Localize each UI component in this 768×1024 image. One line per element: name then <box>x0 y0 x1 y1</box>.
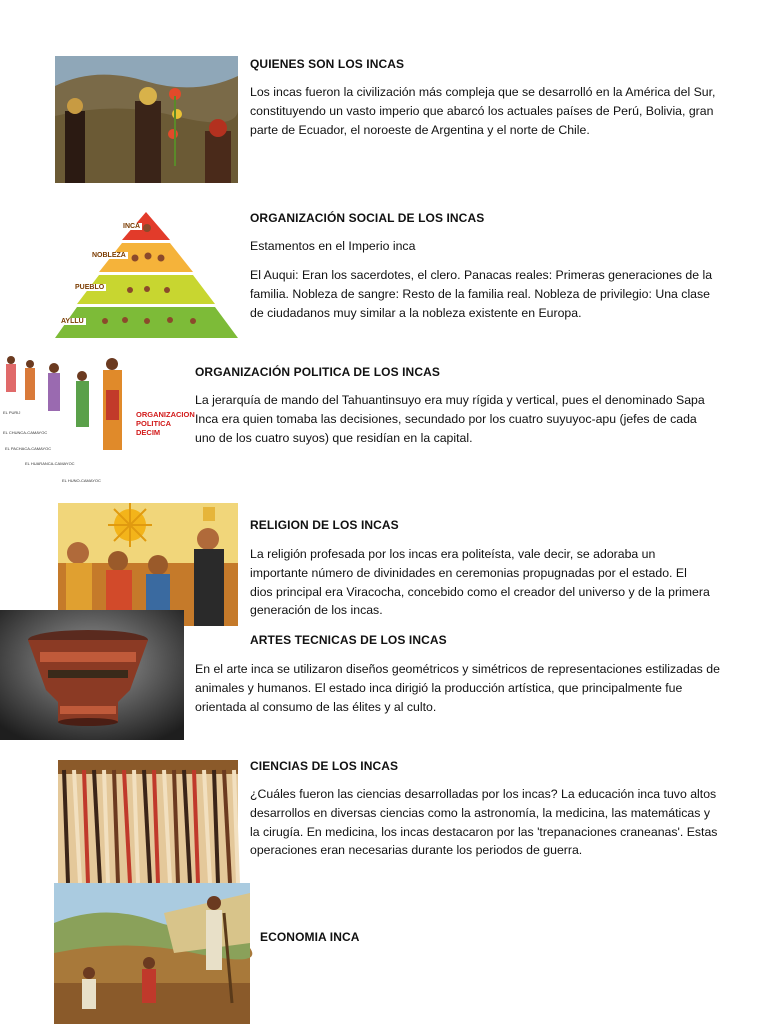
section-text-ciencias: ¿Cuáles fueron las ciencias desarrolladas por los incas? La educación inca tuvo altos desarrollos en diversas ciencias como la astronomía, la medicina, las matemáticas y la cirugía. En medicina, los incas destacaron por las 'trepanaciones craneanas'. Estas operaciones eran necesarias durante los periodos de guerra. <box>250 787 718 858</box>
section-title-economia: ECONOMIA INCA <box>260 930 360 944</box>
pyramid-label-pueblo: PUEBLO <box>75 284 105 291</box>
section-subtitle-social: Estamentos en el Imperio inca <box>250 239 416 253</box>
section-title-quienes: QUIENES SON LOS INCAS <box>250 57 405 71</box>
hierarchy-label-2: EL CHUNCA-CAMAYOC <box>3 430 48 435</box>
section-text-politica: La jerarquía de mando del Tahuantinsuyo era muy rígida y vertical, pues el denominado Sapa Inca era quien tomaba las decisiones, secundado por los cuatro suyuyoc-apu (jefes de cada uno de los cuatro suyos) que residían en la capital. <box>195 393 705 445</box>
inca-vessel-photo <box>0 610 184 740</box>
pyramid-label-nobleza: NOBLEZA <box>92 252 126 259</box>
section-title-ciencias: CIENCIAS DE LOS INCAS <box>250 759 399 773</box>
hierarchy-label-1: EL PURIJ <box>3 410 21 415</box>
political-hierarchy-image <box>0 350 195 488</box>
section-text-quienes: Los incas fueron la civilización más compleja que se desarrolló en la América del Sur, constituyendo un vasto imperio que abarcó los actuales países de Perú, Bolivia, gran parte de Ecuador, el noroeste de Argentina y el norte de Chile. <box>250 85 716 137</box>
pyramid-label-inca: INCA <box>123 223 141 230</box>
section-text-social: El Auqui: Eran los sacerdotes, el clero. Panacas reales: Primeras generaciones de la familia. Nobleza de sangre: Resto de la familia real. Nobleza de privilegio: Una clase de ciudadanos muy similar a la nobleza existente en Europa. <box>250 268 713 320</box>
political-image-caption: ORGANIZACION POLITICA DECIM <box>136 410 195 437</box>
pyramid-label-ayllu: AYLLU <box>61 318 84 325</box>
hierarchy-label-3: EL PACHACA-CAMAYOC <box>5 446 52 451</box>
inca-ceremony-photo <box>55 56 238 183</box>
religion-illustration <box>58 503 238 626</box>
hierarchy-label-5: EL HUNO-CAMAYOC <box>62 478 101 483</box>
section-title-social: ORGANIZACIÓN SOCIAL DE LOS INCAS <box>250 211 485 225</box>
inca-farming-illustration <box>54 883 250 1024</box>
section-title-artes: ARTES TECNICAS DE LOS INCAS <box>250 633 447 647</box>
hierarchy-label-4: EL HUARANCA-CAMAYOC <box>25 461 75 466</box>
section-title-politica: ORGANIZACIÓN POLITICA DE LOS INCAS <box>195 365 440 379</box>
quipu-photo <box>58 760 238 883</box>
social-pyramid-image <box>55 210 238 340</box>
section-text-religion: La religión profesada por los incas era politeísta, vale decir, se adoraba un importante número de divinidades en ceremonias propugnadas por el estado. El dios principal era Viracocha, concebido como el creador del universo y de la primera generación de los incas. <box>250 547 710 618</box>
section-text-artes: En el arte inca se utilizaron diseños geométricos y simétricos de representaciones estilizadas de animales y humanos. El estado inca dirigió la producción artística, que principalmente fue orientada al consumo de las élites y al culto. <box>195 662 720 714</box>
section-title-religion: RELIGION DE LOS INCAS <box>250 518 399 532</box>
